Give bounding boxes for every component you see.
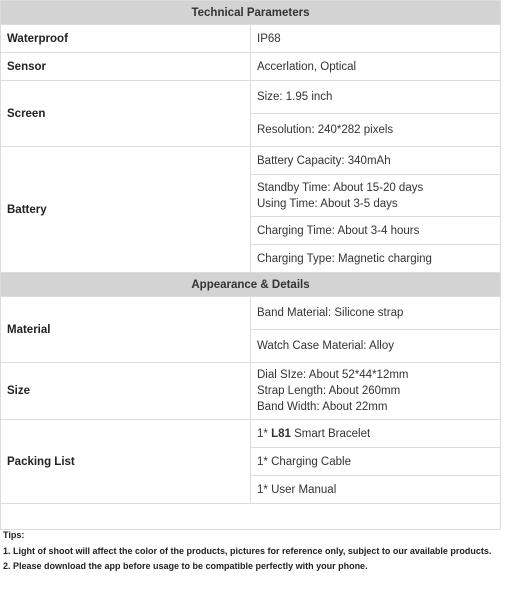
value-strap-length: Strap Length: About 260mm	[257, 385, 401, 397]
tips-line-2: 2. Please download the app before usage to be compatible perfectly with your phone.	[3, 561, 368, 571]
tips-title: Tips:	[3, 530, 25, 540]
label-waterproof: Waterproof	[1, 25, 251, 53]
value-battery-times	[251, 175, 501, 217]
row-sensor	[1, 53, 501, 81]
value-using-time: Using Time: About 3-5 days	[257, 197, 398, 210]
bracelet-prefix: 1*	[257, 427, 272, 440]
value-band-width: Band Width: About 22mm	[257, 401, 388, 413]
value-packing-cable: 1* Charging Cable	[251, 448, 501, 476]
spacer-cell	[1, 504, 501, 530]
row-screen-size	[1, 81, 501, 114]
value-packing-manual: 1* User Manual	[251, 476, 501, 504]
row-size	[1, 363, 501, 420]
bracelet-suffix: Smart Bracelet	[290, 427, 371, 440]
tips-block	[3, 528, 507, 575]
label-battery: Battery	[1, 147, 251, 273]
row-packing-bracelet	[1, 420, 501, 448]
row-band-material	[1, 297, 501, 330]
label-packing-list: Packing List	[1, 420, 251, 504]
value-charging-type: Charging Type: Magnetic charging	[251, 245, 501, 273]
value-waterproof: IP68	[251, 25, 501, 53]
label-screen: Screen	[1, 81, 251, 147]
value-standby-time: Standby Time: About 15-20 days	[257, 181, 424, 194]
value-sensor: Accerlation, Optical	[251, 53, 501, 81]
value-band-material: Band Material: Silicone strap	[251, 297, 501, 330]
section-header-technical	[1, 1, 501, 25]
section-header-appearance	[1, 273, 501, 297]
section-title-technical: Technical Parameters	[1, 1, 501, 25]
row-spacer	[1, 504, 501, 530]
value-charging-time: Charging Time: About 3-4 hours	[251, 217, 501, 245]
label-material: Material	[1, 297, 251, 363]
label-sensor: Sensor	[1, 53, 251, 81]
tips-line-1: 1. Light of shoot will affect the color of the products, pictures for reference only, subject to our available products.	[3, 545, 492, 556]
value-screen-size: Size: 1.95 inch	[251, 81, 501, 114]
value-case-material: Watch Case Material: Alloy	[251, 330, 501, 363]
value-packing-bracelet	[251, 420, 501, 448]
bracelet-model: L81	[271, 427, 291, 440]
value-dial-size: Dial SIze: About 52*44*12mm	[257, 369, 409, 381]
value-size	[251, 363, 501, 420]
label-size: Size	[1, 363, 251, 420]
value-battery-capacity: Battery Capacity: 340mAh	[251, 147, 501, 175]
section-title-appearance: Appearance & Details	[1, 273, 501, 297]
row-battery-capacity	[1, 147, 501, 175]
value-screen-resolution: Resolution: 240*282 pixels	[251, 114, 501, 147]
row-waterproof	[1, 25, 501, 53]
